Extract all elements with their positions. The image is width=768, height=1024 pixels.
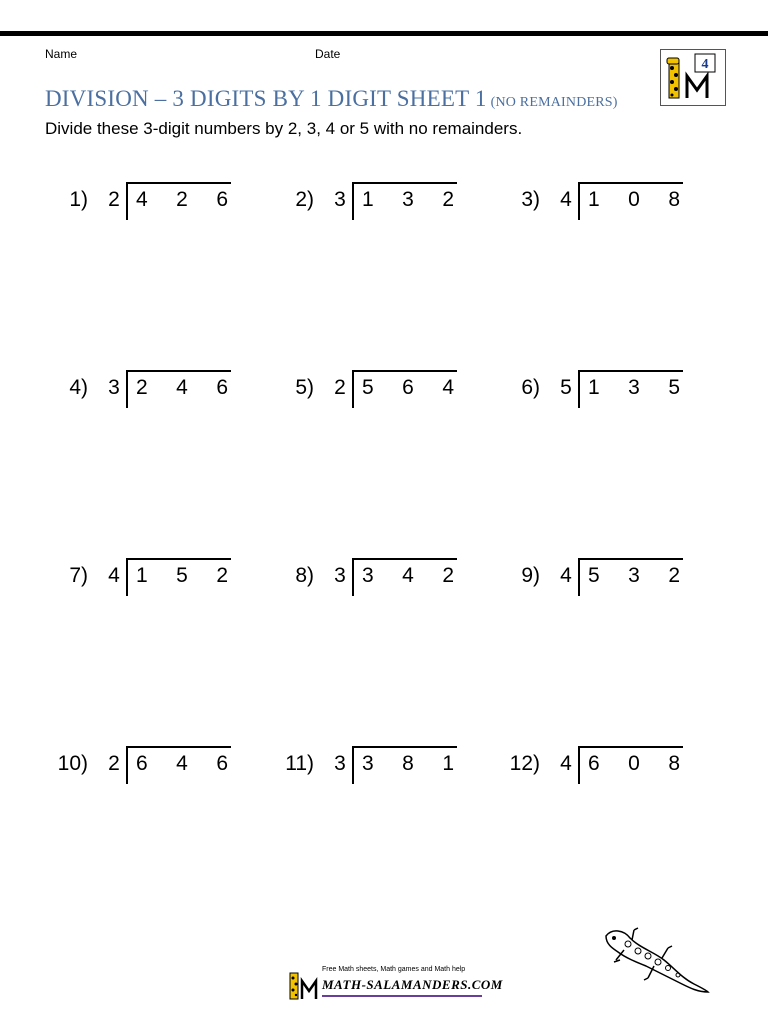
dividend-digit: 5: [668, 376, 680, 399]
dividend-digit: 4: [442, 376, 454, 399]
divisor: 4: [560, 752, 572, 775]
dividend-digit: 2: [176, 188, 188, 211]
footer-brand-name: MATH-SALAMANDERS.COM: [322, 977, 503, 992]
dividend-digit: 6: [136, 752, 148, 775]
problem-number: 11): [285, 752, 314, 775]
dividend: [136, 752, 228, 776]
dividend-digit: 3: [402, 188, 414, 211]
dividend-digit: 1: [362, 188, 374, 211]
dividend-digit: 8: [402, 752, 414, 775]
problem-number: 2): [295, 188, 314, 211]
problem-number: 3): [521, 188, 540, 211]
dividend: [136, 188, 228, 212]
problem-6: [452, 370, 682, 406]
division-bracket: [352, 746, 457, 784]
dividend-digit: 8: [668, 752, 680, 775]
dividend-digit: 1: [136, 564, 148, 587]
dividend-digit: 6: [216, 188, 228, 211]
dividend-digit: 5: [362, 376, 374, 399]
title-text: DIVISION – 3 DIGITS BY 1 DIGIT SHEET 1: [45, 86, 487, 111]
problem-3: [452, 182, 682, 218]
division-bracket: [578, 558, 683, 596]
division-bracket: [578, 182, 683, 220]
problem-number: 1): [69, 188, 88, 211]
dividend: [362, 376, 454, 400]
division-bracket: [126, 746, 231, 784]
dividend-digit: 5: [588, 564, 600, 587]
dividend-digit: 6: [588, 752, 600, 775]
problem-5: [226, 370, 456, 406]
dividend-digit: 1: [588, 188, 600, 211]
divisor: 3: [334, 188, 346, 211]
division-bracket: [578, 370, 683, 408]
divisor: 3: [334, 564, 346, 587]
divisor: 2: [108, 188, 120, 211]
footer-logo-icon: [286, 965, 322, 1001]
dividend-digit: 2: [442, 564, 454, 587]
division-bracket: [126, 370, 231, 408]
dividend-digit: 4: [402, 564, 414, 587]
dividend-digit: 4: [176, 376, 188, 399]
logo-graphic: [661, 50, 725, 105]
divisor: 2: [334, 376, 346, 399]
problem-number: 12): [509, 752, 540, 775]
problem-number: 4): [69, 376, 88, 399]
dividend: [588, 376, 680, 400]
footer-tagline: Free Math sheets, Math games and Math help: [322, 966, 466, 973]
division-bracket: [126, 182, 231, 220]
top-rule: [0, 31, 768, 36]
problem-10: [0, 746, 230, 782]
dividend: [362, 564, 454, 588]
problem-8: [226, 558, 456, 594]
division-bracket: [352, 370, 457, 408]
divisor: 2: [108, 752, 120, 775]
dividend-digit: 4: [176, 752, 188, 775]
problem-number: 8): [295, 564, 314, 587]
dividend-digit: 6: [216, 752, 228, 775]
divisor: 5: [560, 376, 572, 399]
divisor: 4: [560, 188, 572, 211]
dividend-digit: 3: [628, 564, 640, 587]
footer-underline: [322, 995, 482, 997]
divisor: 4: [108, 564, 120, 587]
dividend-digit: 2: [668, 564, 680, 587]
division-bracket: [126, 558, 231, 596]
name-label: Name: [45, 47, 78, 61]
dividend: [588, 752, 680, 776]
dividend-digit: 2: [216, 564, 228, 587]
divisor: 3: [108, 376, 120, 399]
divisor: 4: [560, 564, 572, 587]
problem-number: 6): [521, 376, 540, 399]
dividend-digit: 3: [628, 376, 640, 399]
problem-2: [226, 182, 456, 218]
page-title: [45, 86, 618, 112]
division-bracket: [352, 182, 457, 220]
problem-11: [226, 746, 456, 782]
problem-number: 5): [295, 376, 314, 399]
dividend-digit: 8: [668, 188, 680, 211]
dividend-digit: 3: [362, 752, 374, 775]
dividend-digit: 5: [176, 564, 188, 587]
dividend-digit: 0: [628, 188, 640, 211]
dividend-digit: 4: [136, 188, 148, 211]
dividend: [362, 752, 454, 776]
problem-number: 7): [69, 564, 88, 587]
division-bracket: [578, 746, 683, 784]
dividend: [136, 564, 228, 588]
division-bracket: [352, 558, 457, 596]
dividend: [362, 188, 454, 212]
problem-number: 9): [521, 564, 540, 587]
dividend: [588, 188, 680, 212]
problem-7: [0, 558, 230, 594]
problem-number: 10): [57, 752, 88, 775]
dividend-digit: 2: [136, 376, 148, 399]
dividend-digit: 3: [362, 564, 374, 587]
dividend-digit: 6: [402, 376, 414, 399]
divisor: 3: [334, 752, 346, 775]
math-salamanders-logo: [660, 49, 726, 106]
dividend-digit: 6: [216, 376, 228, 399]
salamander-icon: [598, 924, 710, 996]
instructions: Divide these 3-digit numbers by 2, 3, 4 or 5 with no remainders.: [45, 119, 523, 138]
dividend: [588, 564, 680, 588]
problem-1: [0, 182, 230, 218]
problem-9: [452, 558, 682, 594]
dividend-digit: 1: [588, 376, 600, 399]
dividend-digit: 1: [442, 752, 454, 775]
date-label: Date: [315, 47, 341, 61]
footer-brand: [286, 965, 503, 1001]
dividend-digit: 2: [442, 188, 454, 211]
problem-4: [0, 370, 230, 406]
problem-12: [452, 746, 682, 782]
logo-digit: 4: [701, 57, 709, 72]
dividend: [136, 376, 228, 400]
title-subtitle: (NO REMAINDERS): [490, 95, 618, 110]
dividend-digit: 0: [628, 752, 640, 775]
